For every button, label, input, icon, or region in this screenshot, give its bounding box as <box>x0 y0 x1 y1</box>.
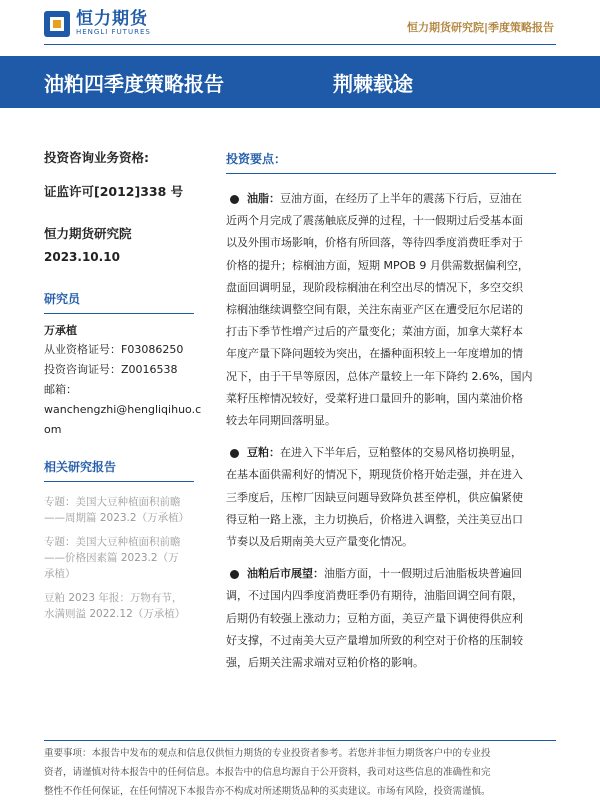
report-date: 2023.10.10 <box>44 250 120 264</box>
logo-name-cn: 恒力期货 <box>76 9 148 29</box>
key-points-divider <box>226 173 556 174</box>
researcher-divider <box>44 313 194 314</box>
company-logo <box>44 10 151 37</box>
bullet-icon <box>230 449 239 458</box>
email-line-2: om <box>44 423 62 436</box>
point-label: 油粕后市展望： <box>247 567 324 581</box>
key-points-title: 投资要点： <box>226 152 287 166</box>
cert-practice: 从业资格证号：F03086250 <box>44 343 184 356</box>
related-reports-title: 相关研究报告 <box>44 460 117 474</box>
related-report-link[interactable]: 豆粕 2023 年报：万物有节， 水满则溢 2022.12（万承植） <box>44 592 186 620</box>
report-subtitle: 荆棘载途 <box>333 72 413 96</box>
license-number: 证监许可[2012]338 号 <box>44 184 184 199</box>
main-content <box>226 150 556 674</box>
institute-name: 恒力期货研究院 <box>44 226 132 241</box>
header-divider <box>44 44 556 45</box>
logo-mark-icon <box>44 11 70 37</box>
researcher-name: 万承植 <box>44 324 77 337</box>
email-address[interactable] <box>44 400 202 440</box>
header-report-type: 恒力期货研究院|季度策略报告 <box>406 21 554 34</box>
qualification-label: 投资咨询业务资格: <box>44 150 149 165</box>
disclaimer: 重要事项：本报告中发布的观点和信息仅供恒力期货的专业投资者参考。若您并非恒力期货客户中的专业投 资者，请谨慎对待本报告中的任何信息。本报告中的信息均源自于公开资料，我司对这些信息的准确性和完 整性不作任何保证，在任何情况下本报告亦不构成对所述期货品种的买卖建议。市场有风险，投资需谨慎。 <box>44 748 491 797</box>
point-label: 豆粕： <box>247 446 280 460</box>
bullet-icon <box>230 195 239 204</box>
point-label: 油脂： <box>247 192 280 205</box>
report-title: 油粕四季度策略报告 <box>44 72 224 96</box>
email-line-1: wanchengzhi@hengliqihuo.c <box>44 403 202 416</box>
left-sidebar <box>44 140 202 622</box>
title-banner <box>0 56 600 108</box>
researcher-section-title: 研究员 <box>44 292 81 306</box>
bullet-icon <box>230 570 239 579</box>
related-divider <box>44 481 194 482</box>
footer-divider <box>44 740 556 741</box>
related-reports-list <box>44 494 194 622</box>
cert-consulting: 投资咨询证号：Z0016538 <box>44 363 178 376</box>
related-report-link[interactable]: 专题：美国大豆种植面积前瞻 ——价格因素篇 2023.2（万 承植） <box>44 536 181 580</box>
point-soymeal: 豆粕：在进入下半年后，豆粕整体的交易风格切换明显， 在基本面供需利好的情况下，期现货价格开始走强，并在进入 三季度后，压榨厂因缺豆问题导致降负甚至停机，供应偏紧使 得豆粕一路上涨，主力切换后，价格进入调整，关注美豆出口 节奏以及后期南美大豆产量变化情况。 <box>226 446 523 549</box>
point-outlook: 油粕后市展望：油脂方面，十一假期过后油脂板块普遍回 调，不过国内四季度消费旺季仍有期待，油脂回调空间有限， 后期仍有较强上涨动力；豆粕方面，美豆产量下调使得供应利 好支撑，不过南美大豆产量增加所致的利空对于价格的压制较 强，后期关注需求端对豆粕价格的影响。 <box>226 567 523 670</box>
logo-name-en: HENGLI FUTURES <box>76 28 151 36</box>
related-report-link[interactable]: 专题：美国大豆种植面积前瞻 ——周期篇 2023.2（万承植） <box>44 496 190 524</box>
email-label: 邮箱： <box>44 383 77 396</box>
point-oils: 油脂：豆油方面，在经历了上半年的震荡下行后，豆油在 近两个月完成了震荡触底反弹的过程，十一假期过后受基本面 以及外围市场影响，价格有所回落，等待四季度消费旺季对于 价格的提升；棕榈油方面，短期 MPOB 9 月供需数据偏利空， 盘面回调明显，现阶段棕榈油在利空出尽的情况下，多空交织 棕榈油继续调整空间有限，关注东南亚产区在遭受厄尔尼诺的 打击下季节性增产过后的产量变化；菜油方面，加拿大菜籽本 年度产量下降问题较为突出，在播种面积较上一年度增加的情 况下，由于干旱等原因，总体产量较上一年下降约 2.6%，国内 菜籽压榨情况较好，受菜籽进口量回升的影响，国内菜油价格 较去年同期回落明显。 <box>226 192 533 428</box>
page-header <box>0 0 600 50</box>
